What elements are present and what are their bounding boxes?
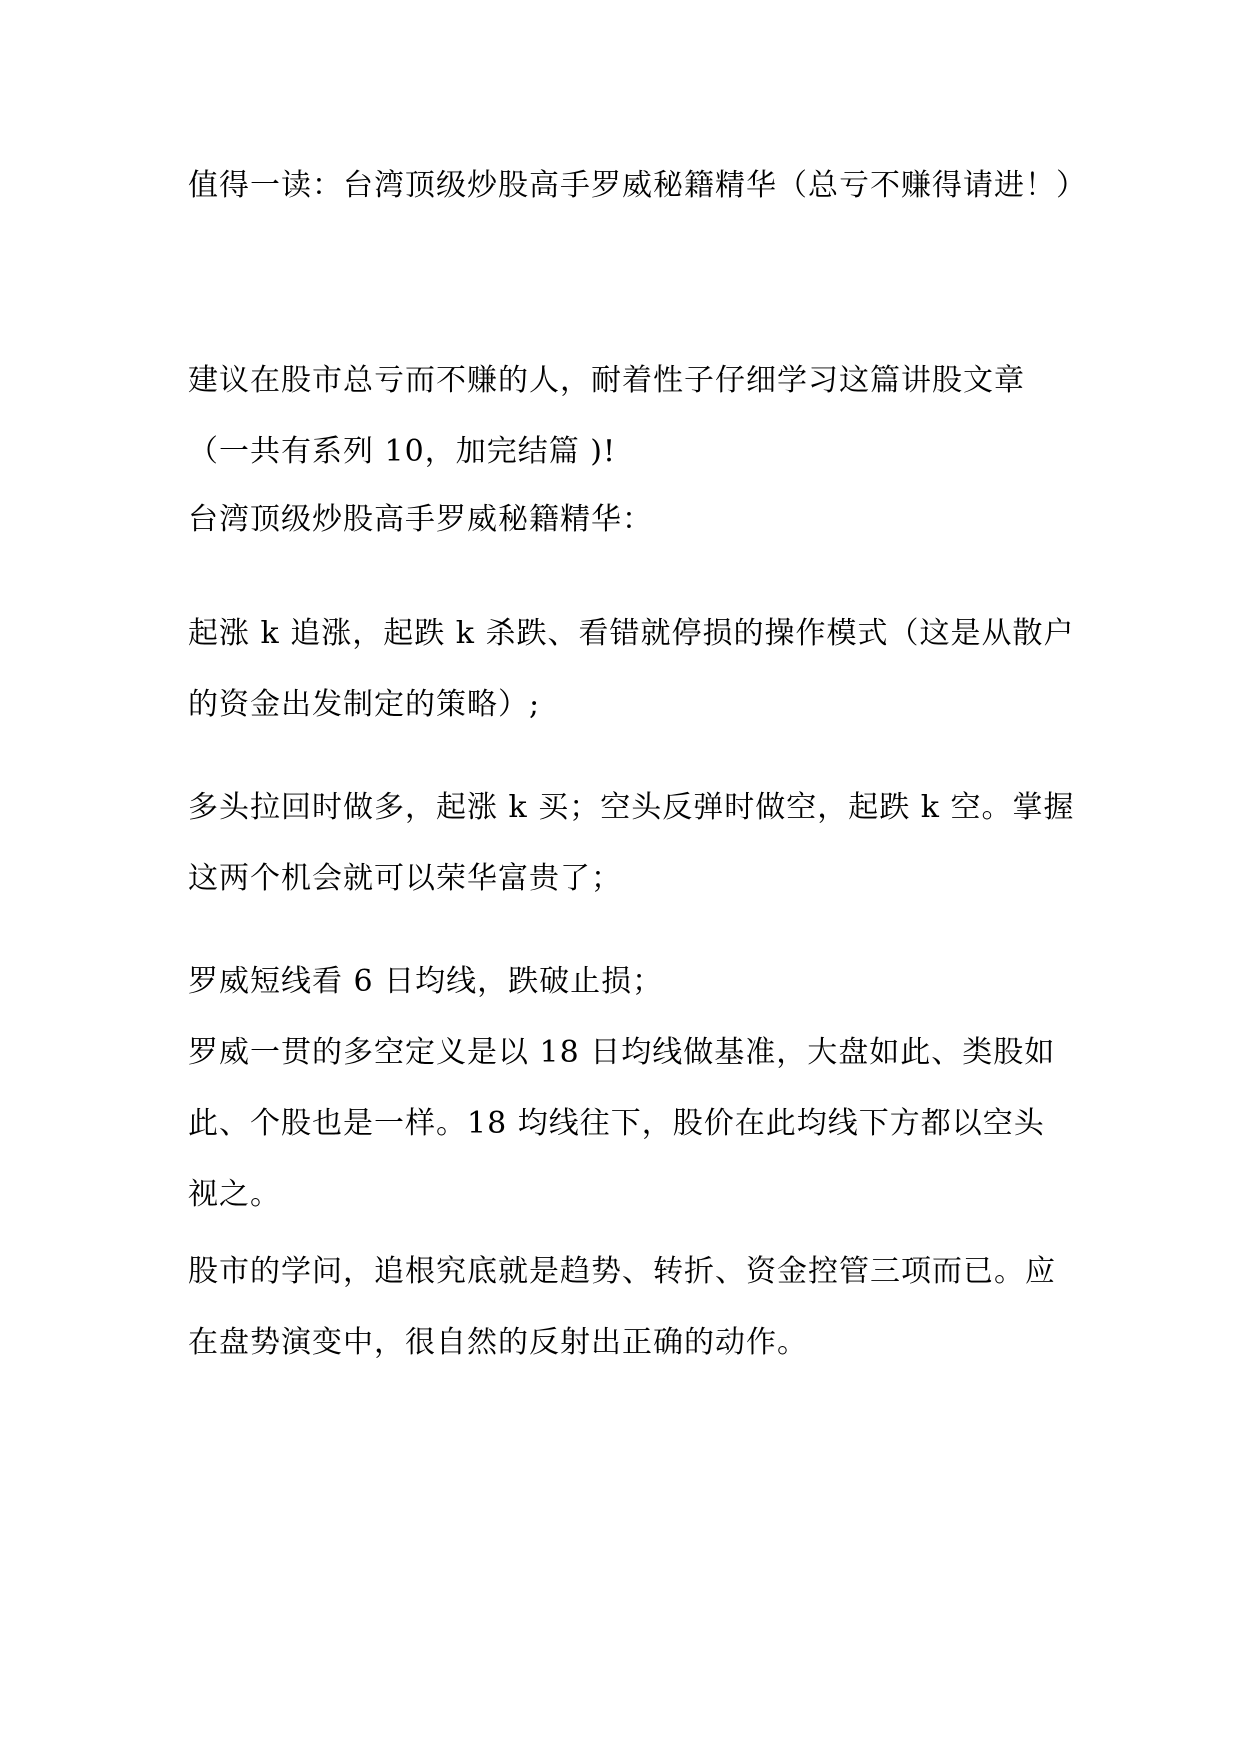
paragraph-heading xyxy=(188,484,1058,555)
paragraph-recommendation xyxy=(188,345,1058,487)
text-line: （一共有系列 10，加完结篇 )! xyxy=(188,434,617,469)
text-line: 的资金出发制定的策略）; xyxy=(188,687,541,722)
text-line: 罗威短线看 6 日均线，跌破止损； xyxy=(188,964,664,999)
text-line: 股市的学问，追根究底就是趋势、转折、资金控管三项而已。应 xyxy=(188,1254,1056,1289)
text-line: 这两个机会就可以荣华富贵了； xyxy=(188,861,622,896)
paragraph-conclusion xyxy=(188,1236,1058,1378)
text-line: 多头拉回时做多，起涨 k 买；空头反弹时做空，起跌 k 空。掌握 xyxy=(188,790,1075,825)
text-line: 台湾顶级炒股高手罗威秘籍精华： xyxy=(188,502,653,537)
text-line: 视之。 xyxy=(188,1177,281,1212)
text-line: 建议在股市总亏而不赚的人，耐着性子仔细学习这篇讲股文章 xyxy=(188,363,1025,398)
paragraph-moving-average xyxy=(188,946,1058,1230)
paragraph-strategy xyxy=(188,598,1075,740)
text-line: 此、个股也是一样。18 均线往下，股价在此均线下方都以空头 xyxy=(188,1106,1045,1141)
paragraph-long-short xyxy=(188,772,1075,914)
document-title xyxy=(188,150,1087,221)
text-line: 在盘势演变中，很自然的反射出正确的动作。 xyxy=(188,1325,808,1360)
text-line: 罗威一贯的多空定义是以 18 日均线做基准，大盘如此、类股如 xyxy=(188,1035,1056,1070)
title-line: 值得一读：台湾顶级炒股高手罗威秘籍精华（总亏不赚得请进！） xyxy=(188,168,1087,203)
text-line: 起涨 k 追涨，起跌 k 杀跌、看错就停损的操作模式（这是从散户 xyxy=(188,616,1075,651)
